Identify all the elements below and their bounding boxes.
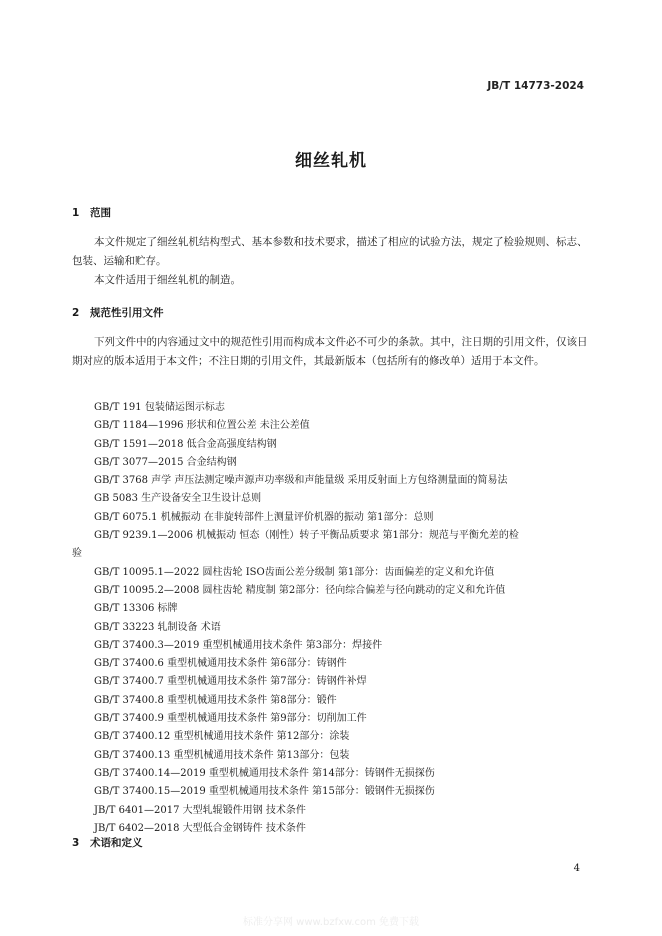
- reference-item: GB/T 1591—2018 低合金高强度结构钢: [94, 438, 277, 450]
- section-title: 范围: [90, 207, 111, 219]
- reference-item: GB/T 3768 声学 声压法测定噪声源声功率级和声能量级 采用反射面上方包络测量面的简易法: [94, 475, 508, 487]
- section-number: 2: [72, 307, 80, 319]
- section-heading-scope: [72, 205, 111, 220]
- document-code: JB/T 14773-2024: [487, 80, 584, 92]
- reference-item: GB/T 33223 轧制设备 术语: [94, 621, 221, 633]
- document-title: 细丝轧机: [295, 151, 367, 171]
- reference-item: GB/T 37400.8 重型机械通用技术条件 第8部分：锻件: [94, 694, 337, 706]
- reference-item: GB/T 37400.6 重型机械通用技术条件 第6部分：铸钢件: [94, 658, 347, 670]
- section-title: 规范性引用文件: [90, 307, 164, 319]
- section-number: 1: [72, 207, 80, 219]
- reference-item: GB/T 37400.7 重型机械通用技术条件 第7部分：铸钢件补焊: [94, 676, 367, 688]
- watermark: 标准分享网 www.bzfxw.com 免费下载: [243, 917, 419, 928]
- reference-list: [72, 399, 602, 838]
- reference-item: GB/T 37400.12 重型机械通用技术条件 第12部分：涂装: [94, 731, 350, 743]
- normative-refs-paragraph: 下列文件中的内容通过文中的规范性引用而构成本文件必不可少的条款。其中，注日期的引用文件，仅该日期对应的版本适用于本文件；不注日期的引用文件，其最新版本（包括所有的修改单）适用于本文件。: [72, 336, 588, 367]
- section-heading-terms: [72, 835, 143, 850]
- reference-item-wrapped: [72, 527, 602, 564]
- reference-item: GB 5083 生产设备安全卫生设计总则: [94, 493, 262, 505]
- reference-item: GB/T 37400.15—2019 重型机械通用技术条件 第15部分：锻钢件无损探伤: [94, 786, 435, 798]
- reference-item-first-line: GB/T 9239.1—2006 机械振动 恒态（刚性）转子平衡品质要求 第1部分：规范与平衡允差的检: [94, 530, 519, 542]
- reference-item: GB/T 37400.3—2019 重型机械通用技术条件 第3部分：焊接件: [94, 639, 383, 651]
- reference-item: GB/T 37400.14—2019 重型机械通用技术条件 第14部分：铸钢件无损探伤: [94, 767, 435, 779]
- section-number: 3: [72, 837, 80, 849]
- reference-item: GB/T 6075.1 机械振动 在非旋转部件上测量评价机器的振动 第1部分：总则: [94, 511, 434, 523]
- scope-paragraph-2: 本文件适用于细丝轧机的制造。: [94, 274, 241, 286]
- reference-item-continuation: 验: [72, 548, 82, 560]
- reference-item: JB/T 6401—2017 大型轧辊锻件用钢 技术条件: [94, 804, 306, 816]
- reference-item: GB/T 3077—2015 合金结构钢: [94, 456, 237, 468]
- reference-item: GB/T 37400.9 重型机械通用技术条件 第9部分：切削加工件: [94, 713, 367, 725]
- reference-item: GB/T 10095.2—2008 圆柱齿轮 精度制 第2部分：径向综合偏差与径向跳动的定义和允许值: [94, 584, 506, 596]
- section-heading-normative-refs: [72, 305, 164, 320]
- page-number: 4: [573, 863, 580, 874]
- reference-item: GB/T 37400.13 重型机械通用技术条件 第13部分：包装: [94, 749, 350, 761]
- scope-paragraph-1: 本文件规定了细丝轧机结构型式、基本参数和技术要求，描述了相应的试验方法，规定了检验规则、标志、包装、运输和贮存。: [72, 236, 588, 267]
- reference-item: GB/T 13306 标牌: [94, 603, 178, 615]
- reference-item: JB/T 6402—2018 大型低合金钢铸件 技术条件: [94, 822, 306, 834]
- section-title: 术语和定义: [90, 837, 143, 849]
- reference-item: GB/T 1184—1996 形状和位置公差 未注公差值: [94, 420, 310, 432]
- reference-item: GB/T 191 包装储运图示标志: [94, 402, 225, 413]
- reference-item: GB/T 10095.1—2022 圆柱齿轮 ISO齿面公差分级制 第1部分：齿面偏差的定义和允许值: [94, 566, 495, 578]
